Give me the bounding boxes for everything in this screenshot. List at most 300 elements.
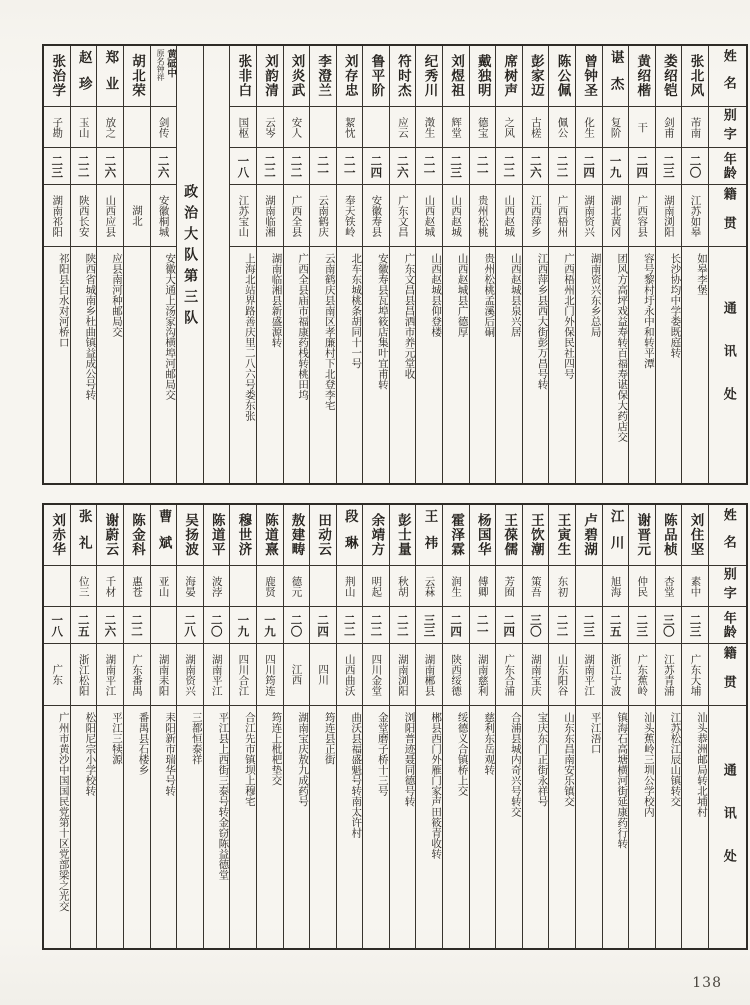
roster-entry-column — [628, 505, 655, 948]
native-place-cell: 四川金堂 — [363, 643, 389, 705]
roster-table-bottom — [42, 503, 748, 950]
age-cell: 二二 — [390, 606, 416, 643]
address-cell: 平江浯口 — [576, 705, 602, 948]
roster-entry-column — [469, 505, 496, 948]
name-cell: 符时杰 — [394, 54, 411, 98]
name-cell: 江川 — [607, 508, 624, 562]
age-cell: 一八 — [44, 606, 70, 643]
header-name-label: 姓名 — [720, 49, 736, 103]
native-place-cell: 湖南浏阳 — [656, 184, 682, 246]
name-cell: 王葆儒 — [501, 513, 518, 557]
page-number: 138 — [692, 975, 722, 991]
roster-entry-column — [415, 505, 442, 948]
name-cell: 谢晋元 — [634, 513, 651, 557]
age-cell: 二四 — [576, 147, 602, 184]
native-place-cell: 广东蕉岭 — [629, 643, 655, 705]
native-place-cell: 山西赵城 — [443, 184, 469, 246]
roster-entry-column — [362, 505, 389, 948]
roster-entry-column — [176, 505, 203, 948]
address-cell: 绥德义合镇桥上交 — [443, 705, 469, 948]
address-cell: 江西萍乡县西大街彭万昌号转 — [523, 246, 549, 483]
age-cell: 二四 — [363, 147, 389, 184]
address-cell: 长沙协均中学娄既庭转 — [656, 246, 682, 483]
header-address-label: 通讯处 — [709, 705, 746, 948]
name-cell: 王饮潮 — [527, 513, 544, 557]
name-cell: 娄绍铠 — [660, 54, 677, 98]
age-cell: 二三 — [443, 147, 469, 184]
native-place-cell: 湖南资兴 — [177, 643, 203, 705]
roster-entry-column — [336, 505, 363, 948]
roster-entry-column — [575, 505, 602, 948]
native-place-cell: 广东番禺 — [124, 643, 150, 705]
roster-entry-column — [548, 505, 575, 948]
courtesy-name-cell: 化生 — [576, 106, 602, 147]
courtesy-name-cell — [363, 106, 389, 147]
name-cell: 张礼 — [75, 508, 92, 562]
header-age-label: 年龄 — [709, 606, 746, 643]
name-cell: 陈道熹 — [261, 513, 278, 557]
header-zi-label: 别字 — [709, 106, 746, 147]
name-cell: 张治学 — [49, 54, 66, 98]
courtesy-name-cell: 德宝 — [470, 106, 496, 147]
age-cell: 二六 — [97, 147, 123, 184]
courtesy-name-cell: 秋胡 — [390, 565, 416, 606]
courtesy-name-cell: 子勘 — [44, 106, 70, 147]
age-cell: 三三 — [416, 606, 442, 643]
address-cell: 广西梧州北门外保民社四号 — [549, 246, 575, 483]
courtesy-name-cell: 仲民 — [629, 565, 655, 606]
name-cell: 彭家迈 — [527, 54, 544, 98]
address-cell: 上海北站界路善庆里二八六号娄东张 — [230, 246, 256, 483]
age-cell: 二二 — [284, 147, 310, 184]
native-place-cell: 奉天铁岭 — [337, 184, 363, 246]
native-place-cell: 湖南郴县 — [416, 643, 442, 705]
age-cell: 二四 — [310, 606, 336, 643]
roster-entry-column — [44, 505, 70, 948]
age-cell: 二四 — [629, 147, 655, 184]
name-cell: 刘存忠 — [341, 54, 358, 98]
courtesy-name-cell — [310, 106, 336, 147]
address-cell: 汕头蕉岭三圳公学校内 — [629, 705, 655, 948]
courtesy-name-cell: 策吾 — [523, 565, 549, 606]
age-cell: 二三 — [576, 606, 602, 643]
roster-entry-column — [150, 505, 177, 948]
address-cell: 广西全县庙市福康药栈转桃田坞 — [284, 246, 310, 483]
native-place-cell: 云南鹤庆 — [310, 184, 336, 246]
address-cell: 应县南河种邮局交 — [97, 246, 123, 483]
name-cell: 陈金科 — [128, 513, 145, 557]
name-cell: 陈公佩 — [554, 54, 571, 98]
courtesy-name-cell: 辉堂 — [443, 106, 469, 147]
address-cell: 湖南资兴东乡总局 — [576, 246, 602, 483]
native-place-cell: 湖南平江 — [204, 643, 230, 705]
address-cell: 安徽大通上汤家沟横埠河邮局交 — [151, 246, 177, 483]
courtesy-name-cell: 波浡 — [204, 565, 230, 606]
courtesy-name-cell: 千材 — [97, 565, 123, 606]
age-cell: 一九 — [257, 606, 283, 643]
courtesy-name-cell: 明起 — [363, 565, 389, 606]
native-place-cell: 陕西长安 — [71, 184, 97, 246]
address-cell: 镇海石高塘横河街延康药行转 — [603, 705, 629, 948]
name-cell: 黄绍楷 — [634, 54, 651, 98]
native-place-cell: 湖北黄冈 — [603, 184, 629, 246]
header-origin-label: 籍贯 — [709, 184, 746, 246]
courtesy-name-cell: 位三 — [71, 565, 97, 606]
native-place-cell: 贵州松桃 — [470, 184, 496, 246]
roster-entry-column — [283, 505, 310, 948]
age-cell: 二〇 — [204, 606, 230, 643]
age-cell — [151, 606, 177, 643]
courtesy-name-cell: 佩公 — [549, 106, 575, 147]
courtesy-name-cell: 润生 — [443, 565, 469, 606]
address-cell: 湖南临湘县新盛源转 — [257, 246, 283, 483]
age-cell: 二四 — [496, 606, 522, 643]
header-zi-label: 别字 — [709, 565, 746, 606]
native-place-cell: 山东阳谷 — [549, 643, 575, 705]
age-cell: 三〇 — [656, 606, 682, 643]
age-cell: 二六 — [523, 147, 549, 184]
roster-entry-column — [681, 46, 708, 483]
roster-entry-column — [655, 505, 682, 948]
roster-entry-column — [575, 46, 602, 483]
native-place-cell: 江西萍乡 — [523, 184, 549, 246]
age-cell: 二六 — [390, 147, 416, 184]
roster-entry-column — [70, 505, 97, 948]
native-place-cell: 广西梧州 — [549, 184, 575, 246]
native-place-cell: 湖南平江 — [97, 643, 123, 705]
age-cell: 二二 — [257, 147, 283, 184]
name-cell: 卢碧湖 — [581, 513, 598, 557]
roster-entry-column — [389, 46, 416, 483]
name-cell: 余靖方 — [368, 513, 385, 557]
name-cell: 刘韵清 — [261, 54, 278, 98]
roster-entry-column — [309, 46, 336, 483]
address-cell — [124, 246, 150, 483]
courtesy-name-cell: 素中 — [682, 565, 708, 606]
age-cell: 二一 — [470, 147, 496, 184]
age-cell: 二三 — [629, 606, 655, 643]
address-cell: 平江县上西街三泰号转金窃陈益德堂 — [204, 705, 230, 948]
courtesy-name-cell: 干 — [629, 106, 655, 147]
header-name-label: 姓名 — [720, 508, 736, 562]
address-cell: 山西赵城县广德厚 — [443, 246, 469, 483]
native-place-cell: 安徽桐城 — [151, 184, 177, 246]
native-place-cell: 湖南祁阳 — [44, 184, 70, 246]
address-cell: 耒阳新市瑞华号转 — [151, 705, 177, 948]
address-cell: 江苏松江辰山镇转交 — [656, 705, 682, 948]
address-cell: 山西赵城县泉兴居 — [496, 246, 522, 483]
age-cell: 二六 — [151, 147, 177, 184]
roster-entry-column — [203, 505, 230, 948]
name-cell: 彭士量 — [394, 513, 411, 557]
roster-entry-column — [655, 46, 682, 483]
age-cell: 二三 — [656, 147, 682, 184]
address-cell: 松阳尼宗小学校转 — [71, 705, 97, 948]
address-cell: 金堂磨子桥十三号 — [363, 705, 389, 948]
name-cell: 刘炎武 — [288, 54, 305, 98]
name-cell: 段琳 — [341, 508, 358, 562]
courtesy-name-cell — [230, 565, 256, 606]
courtesy-name-cell: 剑传 — [151, 106, 177, 147]
native-place-cell: 四川合江 — [230, 643, 256, 705]
company-divider-label: 政治大队第三队 — [182, 184, 199, 331]
address-cell: 广东文昌县昌洒市养元堂收 — [390, 246, 416, 483]
age-cell: 二二 — [549, 606, 575, 643]
name-cell: 席树声 — [501, 54, 518, 98]
courtesy-name-cell: 应云 — [390, 106, 416, 147]
native-place-cell: 江苏如皋 — [682, 184, 708, 246]
roster-entry-column — [362, 46, 389, 483]
age-cell: 二二 — [496, 147, 522, 184]
address-cell: 贵州松桃孟溪后硐 — [470, 246, 496, 483]
roster-entry-column — [681, 505, 708, 948]
name-cell: 郑业 — [102, 49, 119, 103]
name-cell: 陈道平 — [208, 513, 225, 557]
age-cell: 一八 — [230, 147, 256, 184]
address-cell: 郴县西门外雁门家声田筱青收转 — [416, 705, 442, 948]
courtesy-name-cell: 古槎 — [523, 106, 549, 147]
name-cell: 穆世济 — [235, 513, 252, 557]
spacer-column — [203, 46, 230, 483]
address-cell: 如皋李堡 — [682, 246, 708, 483]
native-place-cell: 湖南资兴 — [576, 184, 602, 246]
native-place-cell: 广东大埔 — [682, 643, 708, 705]
roster-entry-column — [628, 46, 655, 483]
courtesy-name-cell: 放之 — [97, 106, 123, 147]
courtesy-name-cell: 傅卿 — [470, 565, 496, 606]
name-cell: 田动云 — [315, 513, 332, 557]
age-cell: 二六 — [97, 606, 123, 643]
age-cell: 二二 — [363, 606, 389, 643]
name-cell: 赵珍 — [75, 49, 92, 103]
courtesy-name-cell: 惠苍 — [124, 565, 150, 606]
courtesy-name-cell — [576, 565, 602, 606]
address-cell: 合浦县城内奇兴号转交 — [496, 705, 522, 948]
person-name: 黄砥中 — [165, 49, 177, 78]
courtesy-name-cell: 德元 — [284, 565, 310, 606]
address-cell: 祁阳县白水对河桥口 — [44, 246, 70, 483]
roster-entry-column — [336, 46, 363, 483]
native-place-cell: 浙江宁波 — [603, 643, 629, 705]
roster-entry-column — [150, 46, 177, 483]
roster-entry-column — [602, 46, 629, 483]
roster-entry-column — [309, 505, 336, 948]
roster-entry-column — [70, 46, 97, 483]
native-place-cell: 广东文昌 — [390, 184, 416, 246]
roster-entry-column — [415, 46, 442, 483]
courtesy-name-cell: 之风 — [496, 106, 522, 147]
name-cell: 霍泽霖 — [448, 513, 465, 557]
native-place-cell: 浙江松阳 — [71, 643, 97, 705]
age-cell: 一九 — [603, 147, 629, 184]
address-cell: 慈利东岳观转 — [470, 705, 496, 948]
roster-entry-column — [256, 505, 283, 948]
roster-entry-column — [548, 46, 575, 483]
age-cell: 一九 — [230, 606, 256, 643]
name-cell: 吴扬波 — [182, 513, 199, 557]
courtesy-name-cell — [44, 565, 70, 606]
native-place-cell: 湖南临湘 — [257, 184, 283, 246]
roster-entry-column — [442, 46, 469, 483]
name-cell: 张非白 — [235, 54, 252, 98]
native-place-cell: 山西曲沃 — [337, 643, 363, 705]
roster-entry-column — [229, 46, 256, 483]
name-cell: 王祎 — [421, 508, 438, 562]
address-cell: 平江三犊源 — [97, 705, 123, 948]
roster-entry-column — [602, 505, 629, 948]
native-place-cell: 湖南浏阳 — [390, 643, 416, 705]
age-cell: 二八 — [177, 606, 203, 643]
name-cell: 谌杰 — [607, 49, 624, 103]
courtesy-name-cell: 复阶 — [603, 106, 629, 147]
company-divider-column — [176, 46, 203, 483]
age-cell: 二二 — [124, 606, 150, 643]
roster-entry-column — [283, 46, 310, 483]
address-cell: 浏阳普迹聂同德号转 — [390, 705, 416, 948]
age-cell: 三〇 — [523, 606, 549, 643]
native-place-cell: 陕西绥德 — [443, 643, 469, 705]
roster-entry-column — [495, 505, 522, 948]
name-cell: 张北风 — [687, 54, 704, 98]
native-place-cell: 湖南慈利 — [470, 643, 496, 705]
courtesy-name-cell: 国枢 — [230, 106, 256, 147]
address-cell: 合江先市镇坝上穆宅 — [230, 705, 256, 948]
name-cell: 曾钟圣 — [581, 54, 598, 98]
name-cell — [151, 46, 177, 106]
roster-entry-column — [44, 46, 70, 483]
header-column — [708, 505, 746, 948]
address-cell: 三都恒泰祥 — [177, 705, 203, 948]
age-cell: 二三 — [682, 606, 708, 643]
header-origin-label: 籍贯 — [709, 643, 746, 705]
native-place-cell: 广西容县 — [629, 184, 655, 246]
courtesy-name-cell: 澂生 — [416, 106, 442, 147]
age-cell: 二一 — [416, 147, 442, 184]
courtesy-name-cell — [124, 106, 150, 147]
native-place-cell: 湖南耒阳 — [151, 643, 177, 705]
roster-entry-column — [495, 46, 522, 483]
header-address-label: 通讯处 — [709, 246, 746, 483]
age-cell: 二五 — [71, 606, 97, 643]
roster-entry-column — [256, 46, 283, 483]
roster-entry-column — [469, 46, 496, 483]
roster-entry-column — [123, 505, 150, 948]
age-cell: 二五 — [603, 606, 629, 643]
original-name-note: 原名钟祥 — [156, 49, 166, 81]
name-cell: 胡北荣 — [128, 54, 145, 98]
address-cell: 山西赵城县仰登楼 — [416, 246, 442, 483]
courtesy-name-cell: 安人 — [284, 106, 310, 147]
name-cell: 李澄兰 — [315, 54, 332, 98]
name-cell: 刘赤华 — [49, 513, 66, 557]
age-cell: 二四 — [443, 606, 469, 643]
roster-entry-column — [123, 46, 150, 483]
native-place-cell: 广西全县 — [284, 184, 310, 246]
roster-entry-column — [522, 505, 549, 948]
age-cell: 二〇 — [284, 606, 310, 643]
age-cell: 二〇 — [682, 147, 708, 184]
courtesy-name-cell: 云菻 — [416, 565, 442, 606]
native-place-cell: 广东 — [44, 643, 70, 705]
courtesy-name-cell: 鹿贤 — [257, 565, 283, 606]
name-cell: 刘住坚 — [687, 513, 704, 557]
address-cell: 山东东昌南安乐镇交 — [549, 705, 575, 948]
courtesy-name-cell: 亚山 — [151, 565, 177, 606]
native-place-cell: 湖北 — [124, 184, 150, 246]
age-cell: 二二 — [71, 147, 97, 184]
address-cell: 湖南宝庆敖九成药号 — [284, 705, 310, 948]
header-column — [708, 46, 746, 483]
address-cell: 番禺县石楼乡 — [124, 705, 150, 948]
courtesy-name-cell: 杏堂 — [656, 565, 682, 606]
courtesy-name-cell: 旭海 — [603, 565, 629, 606]
address-cell: 曲沃县福盛魁号转南太许村 — [337, 705, 363, 948]
native-place-cell: 广东合浦 — [496, 643, 522, 705]
name-cell: 戴独明 — [474, 54, 491, 98]
name-cell: 纪秀川 — [421, 54, 438, 98]
courtesy-name-cell: 絜忱 — [337, 106, 363, 147]
address-cell: 汕头恭洲邮局转北埔村 — [682, 705, 708, 948]
name-cell: 谢蔚云 — [102, 513, 119, 557]
name-cell: 王寅生 — [554, 513, 571, 557]
address-cell: 北车东城桃条胡同十一号 — [337, 246, 363, 483]
courtesy-name-cell: 芳囿 — [496, 565, 522, 606]
spacer-cell — [204, 46, 230, 483]
address-cell: 团风方高坪戏益寿转百福寿谌保大药店交 — [603, 246, 629, 483]
age-cell: 二三 — [44, 147, 70, 184]
roster-table-top — [42, 44, 748, 485]
name-cell: 敖建畴 — [288, 513, 305, 557]
address-cell: 宝庆东门正街永祥号 — [523, 705, 549, 948]
age-cell: 二一 — [470, 606, 496, 643]
name-cell: 鲁平阶 — [368, 54, 385, 98]
roster-entry-column — [442, 505, 469, 948]
roster-entry-column — [96, 505, 123, 948]
address-cell: 筠连县正街 — [310, 705, 336, 948]
roster-entry-column — [96, 46, 123, 483]
address-cell: 广州市黄沙中国国民党第十区党部梁之光交 — [44, 705, 70, 948]
name-cell: 杨国华 — [474, 513, 491, 557]
native-place-cell: 山西应县 — [97, 184, 123, 246]
native-place-cell: 江西 — [284, 643, 310, 705]
header-age-label: 年龄 — [709, 147, 746, 184]
native-place-cell: 四川筠连 — [257, 643, 283, 705]
native-place-cell: 江苏青浦 — [656, 643, 682, 705]
address-cell: 安徽寿县瓦埠筱店集叶宜甫转 — [363, 246, 389, 483]
native-place-cell: 山西赵城 — [496, 184, 522, 246]
address-cell: 筠连上枇杷垫交 — [257, 705, 283, 948]
name-cell: 刘煜祖 — [448, 54, 465, 98]
courtesy-name-cell — [310, 565, 336, 606]
native-place-cell: 江苏宝山 — [230, 184, 256, 246]
native-place-cell: 湖南平江 — [576, 643, 602, 705]
native-place-cell: 湖南宝庆 — [523, 643, 549, 705]
native-place-cell: 安徽寿县 — [363, 184, 389, 246]
age-cell: 二一 — [310, 147, 336, 184]
age-cell: 二一 — [337, 147, 363, 184]
courtesy-name-cell: 玉山 — [71, 106, 97, 147]
age-cell — [124, 147, 150, 184]
native-place-cell: 四川 — [310, 643, 336, 705]
courtesy-name-cell: 东初 — [549, 565, 575, 606]
address-cell: 容号黎村圩永中和转平潭 — [629, 246, 655, 483]
age-cell: 二二 — [549, 147, 575, 184]
name-cell: 曹斌 — [155, 508, 172, 562]
age-cell: 二二 — [337, 606, 363, 643]
roster-entry-column — [389, 505, 416, 948]
roster-entry-column — [229, 505, 256, 948]
courtesy-name-cell: 海晏 — [177, 565, 203, 606]
